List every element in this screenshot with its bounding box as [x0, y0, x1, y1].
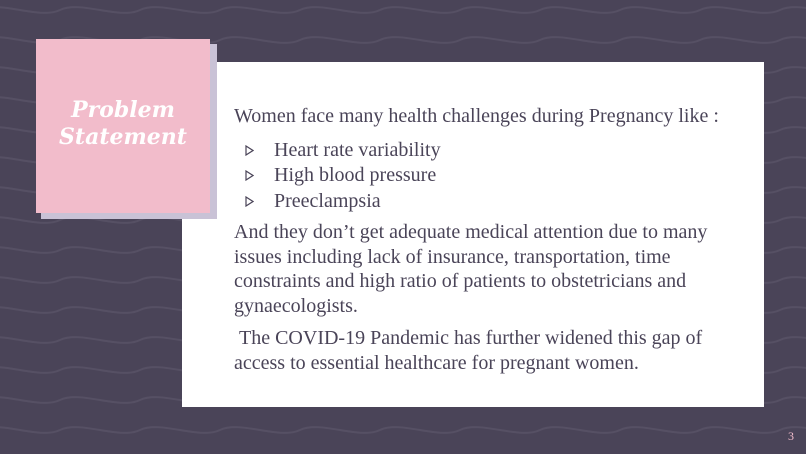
- bullet-label: Preeclampsia: [274, 189, 381, 212]
- bullet-label: High blood pressure: [274, 164, 437, 186]
- title-box: [36, 39, 210, 213]
- wave-line: [0, 427, 806, 433]
- page-number: 3: [788, 429, 794, 443]
- bullet-label: Heart rate variability: [274, 138, 441, 161]
- slide-content: [234, 104, 749, 375]
- bullet-item: [234, 138, 749, 164]
- slide-title: Problem Statement: [59, 97, 187, 150]
- triangle-bullet-icon: [245, 196, 254, 207]
- body-paragraph-2: The COVID-19 Pandemic has further widened this gap of access to essential healthcare for pregnant women.: [234, 327, 708, 374]
- intro-text: Women face many health challenges during Pregnancy like :: [234, 105, 719, 127]
- bullet-list: [234, 138, 749, 215]
- bullet-item: [234, 163, 749, 189]
- wave-line: [0, 7, 806, 13]
- bullet-item: [234, 189, 749, 215]
- triangle-bullet-icon: [245, 170, 254, 181]
- body-paragraph-1: And they don’t get adequate medical attention due to many issues including lack of insurance, transportation, time constraints and high ratio of patients to obstetricians and gynaecologists.: [234, 221, 708, 317]
- triangle-bullet-icon: [245, 145, 254, 156]
